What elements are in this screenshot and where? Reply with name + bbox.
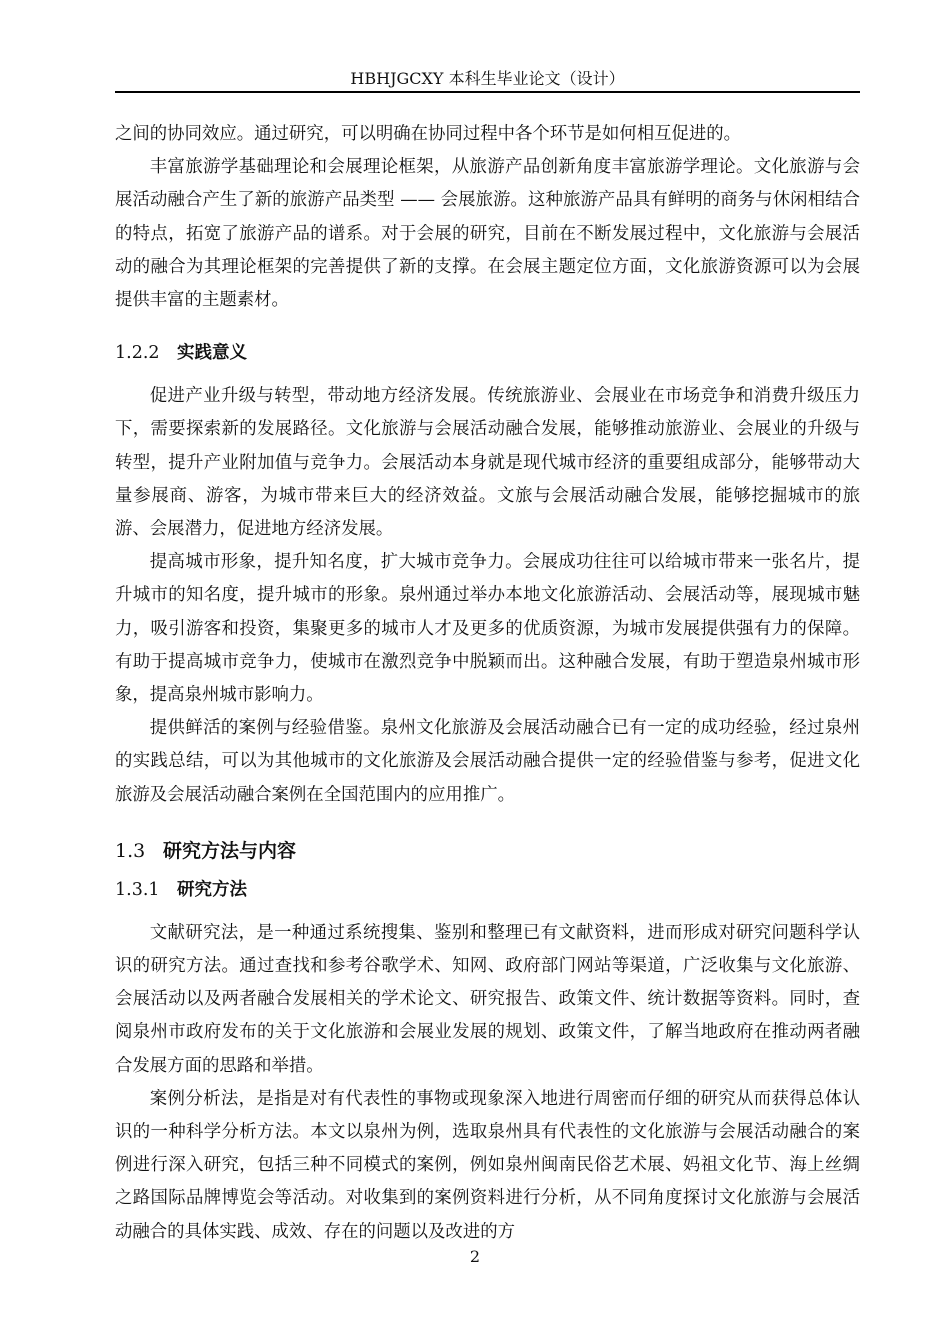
paragraph-case-experience: 提供鲜活的案例与经验借鉴。泉州文化旅游及会展活动融合已有一定的成功经验，经过泉州的实践总结，可以为其他城市的文化旅游及会展活动融合提供一定的经验借鉴与参考，促进文化旅游及会展活动融合案例在全国范围内的应用推广。 <box>115 718 860 805</box>
paragraph-literature-method: 文献研究法，是一种通过系统搜集、鉴别和整理已有文献资料，进而形成对研究问题科学认识的研究方法。通过查找和参考谷歌学术、知网、政府部门网站等渠道，广泛收集与文化旅游、会展活动以及两者融合发展相关的学术论文、研究报告、政策文件、统计数据等资料。同时，查阅泉州市政府发布的关于文化旅游和会展业发展的规划、政策文件，了解当地政府在推动两者融合发展方面的思路和举措。 <box>115 922 860 1076</box>
heading-title: 实践意义 <box>177 343 247 364</box>
heading-1-3-1 <box>115 878 860 902</box>
heading-title: 研究方法 <box>177 879 247 900</box>
running-header: HBHJGCXY 本科生毕业论文（设计） <box>115 70 860 93</box>
body-text <box>115 118 860 1249</box>
heading-1-2-2 <box>115 341 860 365</box>
heading-number: 1.3.1 <box>115 879 160 900</box>
page-number: 2 <box>469 1247 481 1266</box>
paragraph-industry-upgrade: 促进产业升级与转型，带动地方经济发展。传统旅游业、会展业在市场竞争和消费升级压力下，需要探索新的发展路径。文化旅游与会展活动融合发展，能够推动旅游业、会展业的升级与转型，提升产业附加值与竞争力。会展活动本身就是现代城市经济的重要组成部分，能够带动大量参展商、游客，为城市带来巨大的经济效益。文旅与会展活动融合发展，能够挖掘城市的旅游、会展潜力，促进地方经济发展。 <box>115 386 860 540</box>
heading-title: 研究方法与内容 <box>163 839 297 862</box>
heading-number: 1.3 <box>115 839 146 862</box>
paragraph-city-image: 提高城市形象，提升知名度，扩大城市竞争力。会展成功往往可以给城市带来一张名片，提升城市的知名度，提升城市的形象。泉州通过举办本地文化旅游活动、会展活动等，展现城市魅力，吸引游客和投资，集聚更多的城市人才及更多的优质资源，为城市发展提供强有力的保障。有助于提高城市竞争力，使城市在激烈竞争中脱颖而出。这种融合发展，有助于塑造泉州城市形象，提高泉州城市影响力。 <box>115 552 860 706</box>
paragraph-case-analysis-method: 案例分析法，是指是对有代表性的事物或现象深入地进行周密而仔细的研究从而获得总体认识的一种科学分析方法。本文以泉州为例，选取泉州具有代表性的文化旅游与会展活动融合的案例进行深入研究，包括三种不同模式的案例，例如泉州闽南民俗艺术展、妈祖文化节、海上丝绸之路国际品牌博览会等活动。对收集到的案例资料进行分析，从不同角度探讨文化旅游与会展活动融合的具体实践、成效、存在的问题以及改进的方 <box>115 1088 860 1242</box>
heading-1-3 <box>115 838 860 864</box>
heading-number: 1.2.2 <box>115 343 160 364</box>
paragraph-theoretical-significance: 丰富旅游学基础理论和会展理论框架，从旅游产品创新角度丰富旅游学理论。文化旅游与会展活动融合产生了新的旅游产品类型 —— 会展旅游。这种旅游产品具有鲜明的商务与休闲相结合的特点，拓宽了旅游产品的谱系。对于会展的研究，目前在不断发展过程中，文化旅游与会展活动的融合为其理论框架的完善提供了新的支撑。在会展主题定位方面，文化旅游资源可以为会展提供丰富的主题素材。 <box>115 157 860 311</box>
paragraph-continuation: 之间的协同效应。通过研究，可以明确在协同过程中各个环节是如何相互促进的。 <box>115 124 742 144</box>
